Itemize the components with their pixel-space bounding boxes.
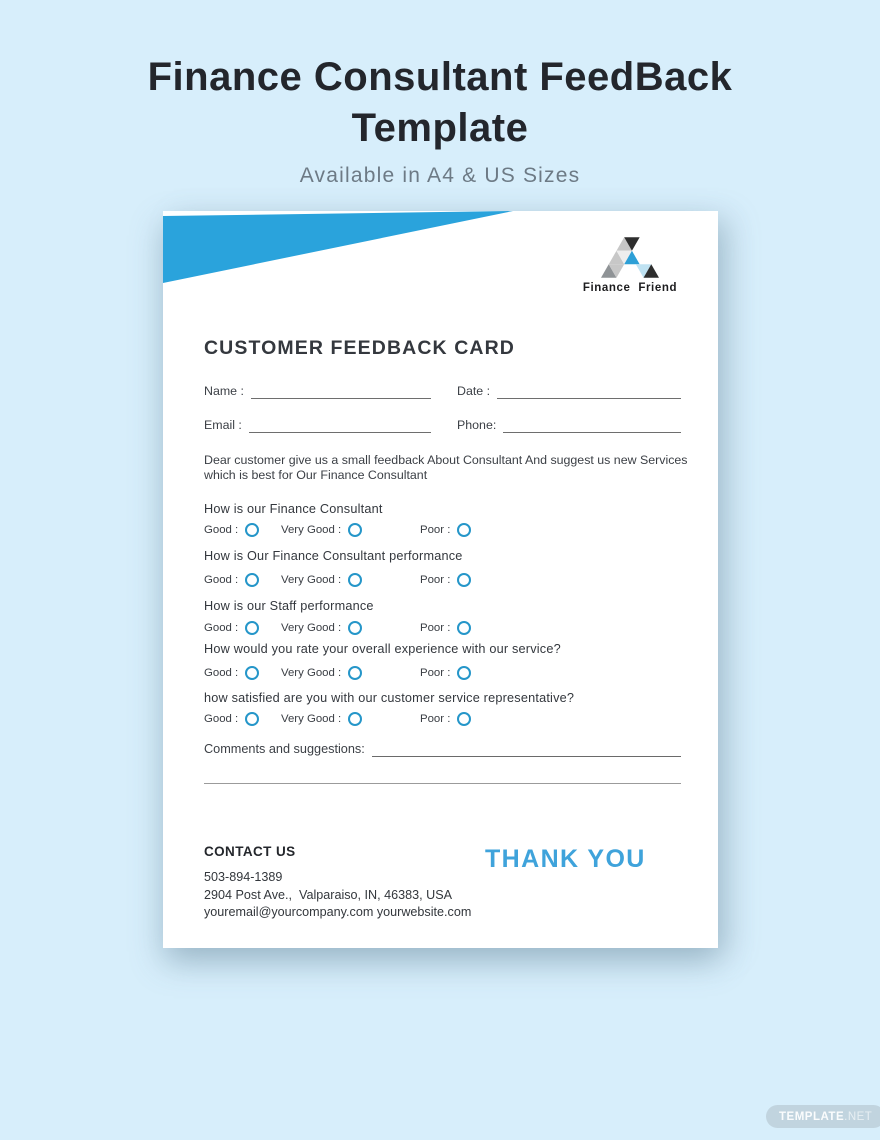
very-good-label: Very Good : [281,524,342,536]
radio-very-good-4[interactable] [348,666,362,680]
date-field [457,384,681,399]
very-good-label: Very Good : [281,574,342,586]
good-label: Good : [204,667,239,679]
comments-extra-line[interactable] [204,783,681,784]
rating-row-2 [204,573,690,588]
comments-field [204,742,681,757]
contact-phone: 503-894-1389 [204,870,283,884]
email-field [204,418,431,433]
radio-very-good-5[interactable] [348,712,362,726]
radio-good-1[interactable] [245,523,259,537]
poor-label: Poor : [420,622,451,634]
contact-section [204,844,471,922]
very-good-label: Very Good : [281,713,342,725]
rating-row-3 [204,621,690,636]
comments-label: Comments and suggestions: [204,742,365,756]
question-5: how satisfied are you with our customer service representative? [204,691,575,705]
poor-label: Poor : [420,713,451,725]
watermark-suffix: .NET [844,1110,873,1123]
thank-you-text: THANK YOU [485,845,646,873]
radio-poor-3[interactable] [457,621,471,635]
radio-very-good-1[interactable] [348,523,362,537]
poor-label: Poor : [420,574,451,586]
rating-row-4 [204,666,690,681]
contact-heading: CONTACT US [204,844,296,859]
logo-triangles-icon [601,237,659,278]
good-label: Good : [204,713,239,725]
date-label: Date : [457,384,491,398]
corner-accent-shape [163,211,513,283]
watermark-brand: TEMPLATE [779,1110,845,1123]
very-good-label: Very Good : [281,667,342,679]
contact-address: 2904 Post Ave., Valparaiso, IN, 46383, USA [204,887,453,902]
question-2: How is Our Finance Consultant performance [204,549,463,563]
poor-label: Poor : [420,524,451,536]
email-input-line[interactable] [249,419,431,433]
radio-poor-5[interactable] [457,712,471,726]
comments-input-line[interactable] [372,743,681,757]
good-label: Good : [204,622,239,634]
contact-email-web: youremail@yourcompany.com yourwebsite.com [204,905,472,919]
document-heading: CUSTOMER FEEDBACK CARD [204,337,515,359]
company-logo [574,237,686,294]
radio-very-good-2[interactable] [348,573,362,587]
good-label: Good : [204,524,239,536]
phone-field [457,418,681,433]
name-input-line[interactable] [251,385,431,399]
radio-very-good-3[interactable] [348,621,362,635]
radio-good-4[interactable] [245,666,259,680]
page-title [0,52,880,154]
logo-text: Finance Friend [582,282,678,294]
name-label: Name : [204,384,244,398]
question-3: How is our Staff performance [204,599,374,613]
radio-good-2[interactable] [245,573,259,587]
question-4: How would you rate your overall experience with our service? [204,642,561,656]
radio-poor-1[interactable] [457,523,471,537]
question-1: How is our Finance Consultant [204,502,383,516]
rating-row-5 [204,712,690,727]
date-input-line[interactable] [497,385,681,399]
email-label: Email : [204,418,242,432]
radio-poor-4[interactable] [457,666,471,680]
phone-label: Phone: [457,418,497,432]
feedback-card-document [163,211,718,948]
name-field [204,384,431,399]
rating-row-1 [204,523,690,538]
radio-poor-2[interactable] [457,573,471,587]
good-label: Good : [204,574,239,586]
templatenet-watermark[interactable] [766,1105,880,1128]
radio-good-3[interactable] [245,621,259,635]
phone-input-line[interactable] [503,419,681,433]
intro-text: Dear customer give us a small feedback About Consultant And suggest us new Services which is best for Our Finance Consultant [204,453,688,482]
page-title-line2: Template [351,106,529,150]
very-good-label: Very Good : [281,622,342,634]
page-subtitle: Available in A4 & US Sizes [299,164,581,187]
poor-label: Poor : [420,667,451,679]
page-title-line1: Finance Consultant FeedBack [147,55,733,99]
radio-good-5[interactable] [245,712,259,726]
